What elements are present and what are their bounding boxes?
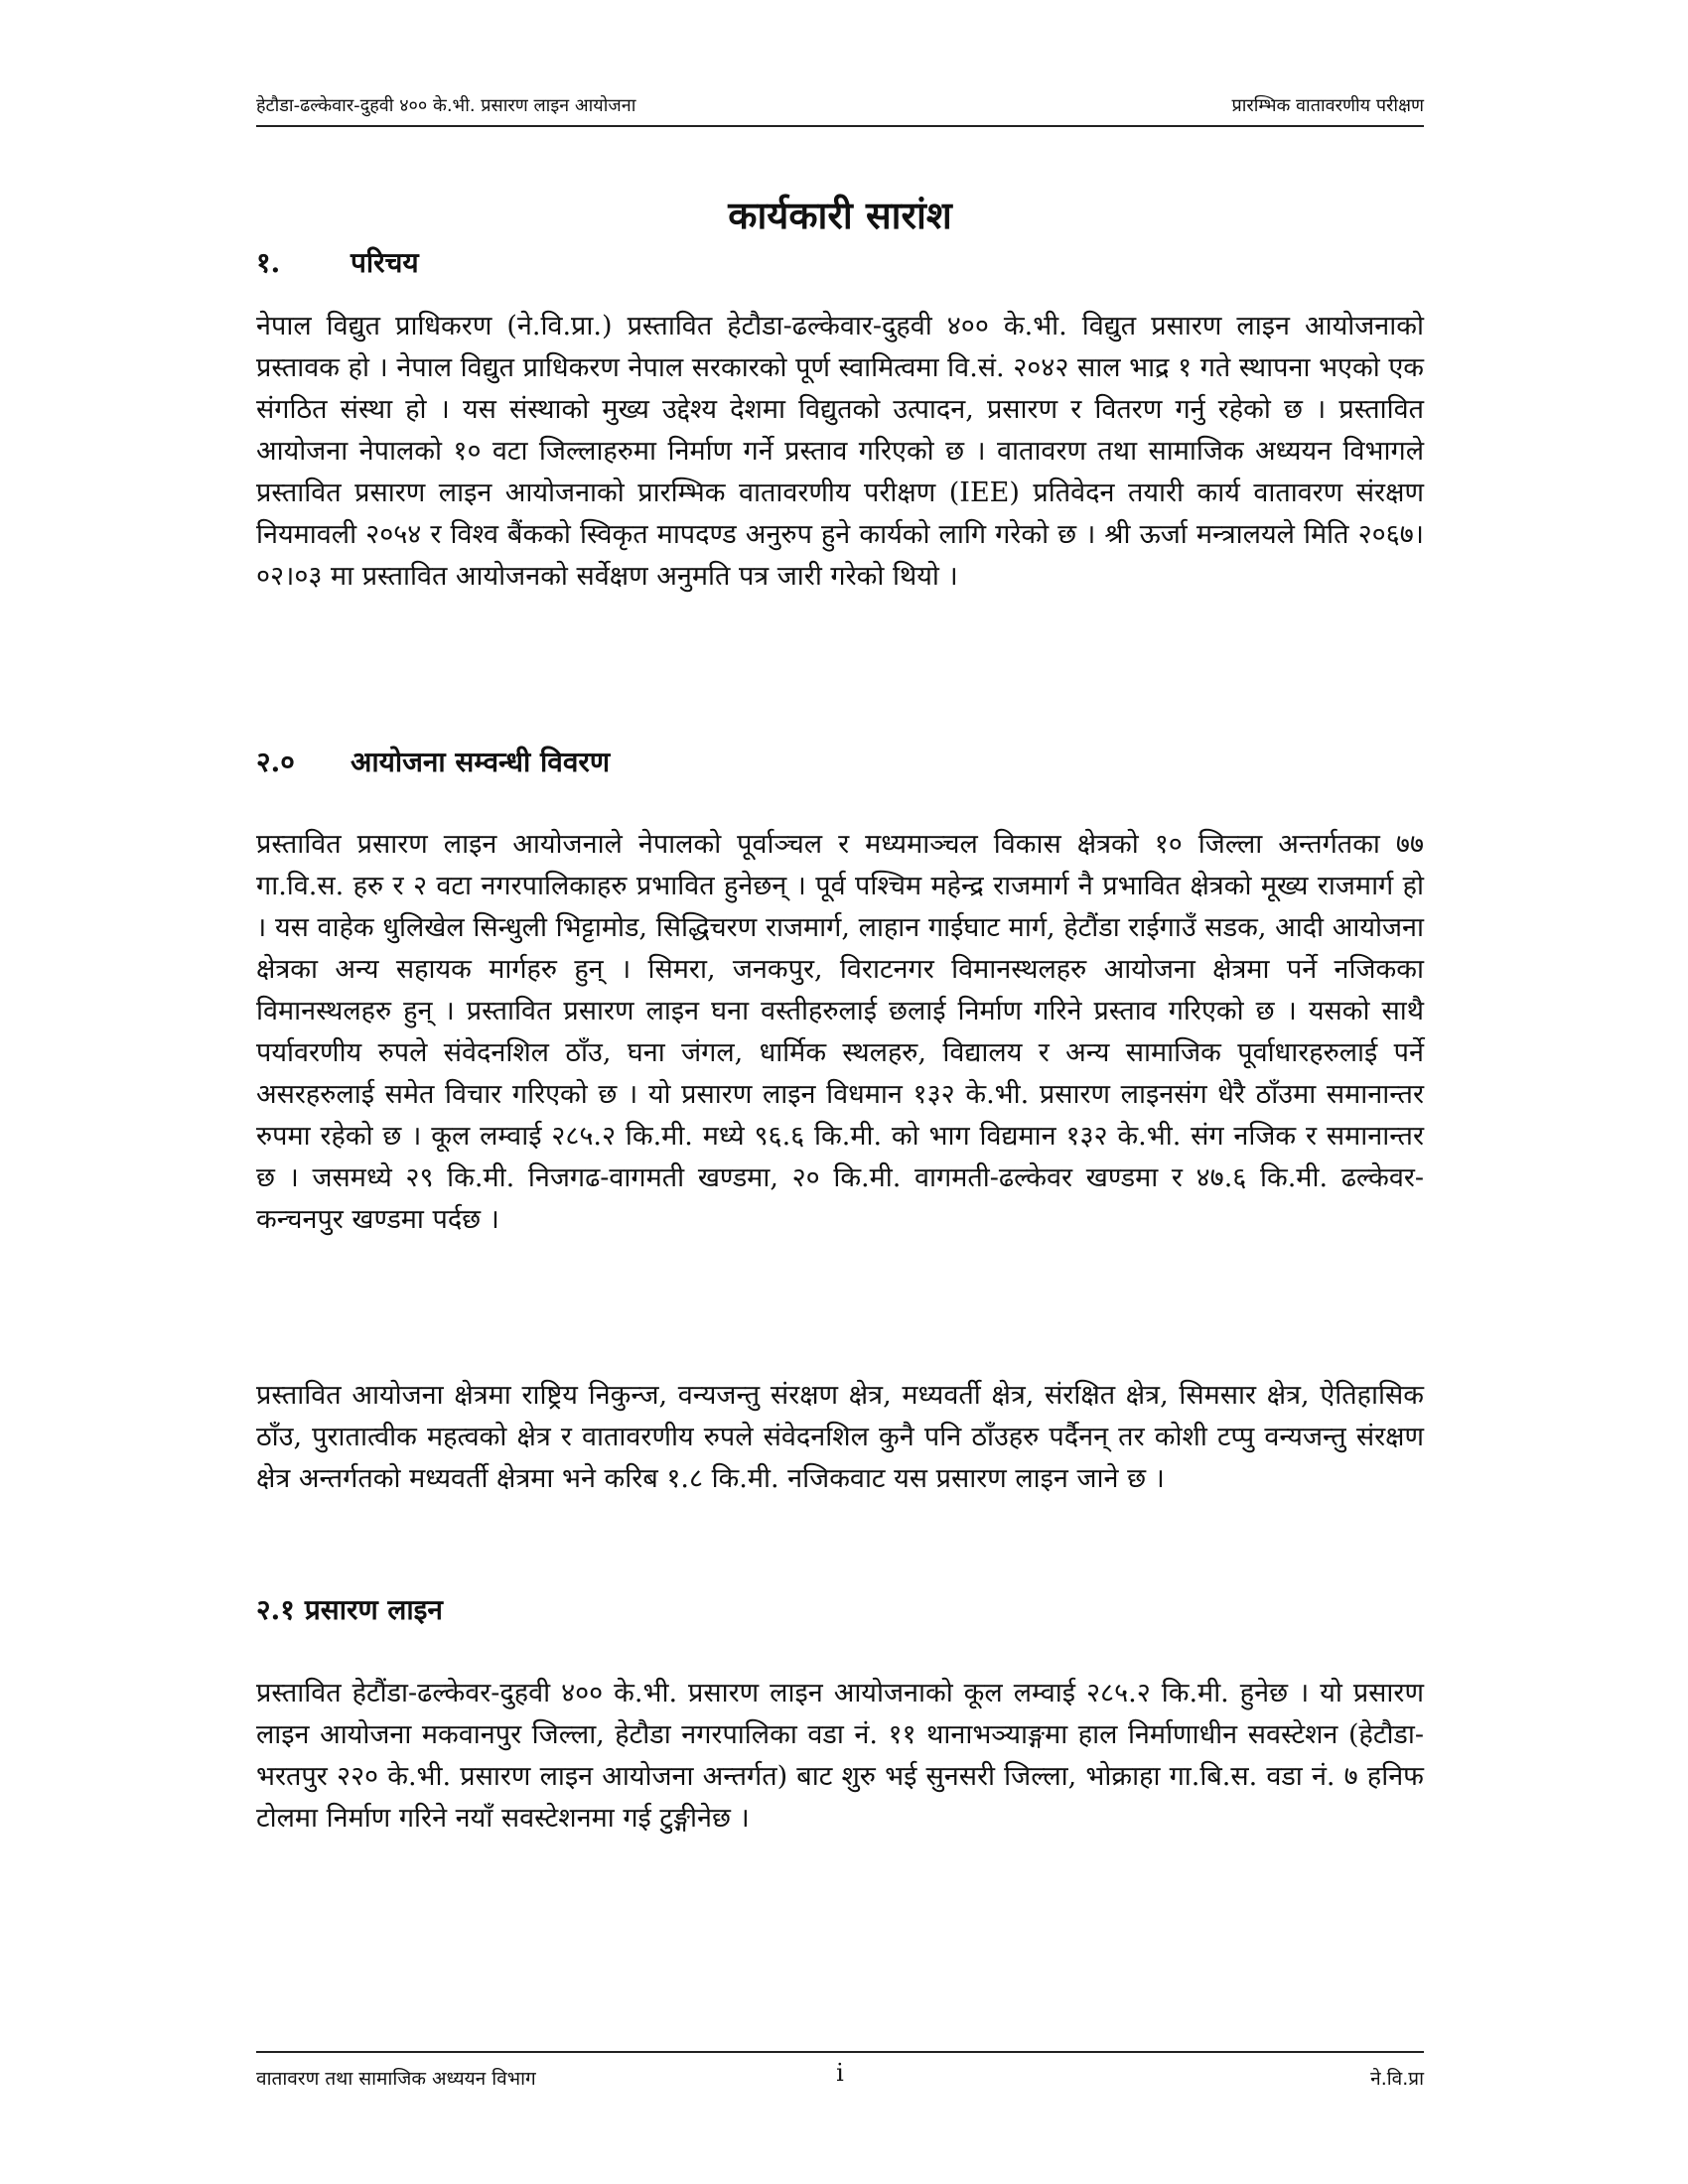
- section-number: २.१: [256, 1593, 295, 1626]
- section-heading-project-details: [256, 743, 610, 780]
- header-project-name: हेटौडा-ढल्केवार-दुहवी ४०० के.भी. प्रसारण लाइन आयोजना: [256, 95, 636, 116]
- page-footer: [256, 2051, 1424, 2093]
- paragraph: नेपाल विद्युत प्राधिकरण (ने.वि.प्रा.) प्रस्तावित हेटौडा-ढल्केवार-दुहवी ४०० के.भी. विद्युत प्रसारण लाइन आयोजनाको प्रस्तावक हो । नेपाल विद्युत प्राधिकरण नेपाल सरकारको पूर्ण स्वामित्वमा वि.सं. २०४२ साल भाद्र १ गते स्थापना भएको एक संगठित संस्था हो । यस संस्थाको मुख्य उद्देश्य देशमा विद्युतको उत्पादन, प्रसारण र वितरण गर्नु रहेको छ । प्रस्तावित आयोजना नेपालको १० वटा जिल्लाहरुमा निर्माण गर्ने प्रस्ताव गरिएको छ । वातावरण तथा सामाजिक अध्ययन विभागले प्रस्तावित प्रसारण लाइन आयोजनाको प्रारम्भिक वातावरणीय परीक्षण (IEE) प्रतिवेदन तयारी कार्य वातावरण संरक्षण नियमावली २०५४ र विश्व बैंकको स्विकृत मापदण्ड अनुरुप हुने कार्यको लागि गरेको छ । श्री ऊर्जा मन्त्रालयले मिति २०६७।०२।०३ मा प्रस्तावित आयोजनको सर्वेक्षण अनुमति पत्र जारी गरेको थियो ।: [256, 311, 1424, 592]
- footer-department: वातावरण तथा सामाजिक अध्ययन विभाग: [256, 2068, 536, 2090]
- paragraph: प्रस्तावित प्रसारण लाइन आयोजनाले नेपालको पूर्वाञ्चल र मध्यमाञ्चल विकास क्षेत्रको १० जिल्ला अन्तर्गतका ७७ गा.वि.स. हरु र २ वटा नगरपालिकाहरु प्रभावित हुनेछन् । पूर्व पश्चिम महेन्द्र राजमार्ग नै प्रभावित क्षेत्रको मूख्य राजमार्ग हो । यस वाहेक धुलिखेल सिन्धुली भिट्टामोड, सिद्धिचरण राजमार्ग, लाहान गाईघाट मार्ग, हेटौंडा राईगाउँ सडक, आदी आयोजना क्षेत्रका अन्य सहायक मार्गहरु हुन् । सिमरा, जनकपुर, विराटनगर विमानस्थलहरु आयोजना क्षेत्रमा पर्ने नजिकका विमानस्थलहरु हुन् । प्रस्तावित प्रसारण लाइन घना वस्तीहरुलाई छलाई निर्माण गरिने प्रस्ताव गरिएको छ । यसको साथै पर्यावरणीय रुपले संवेदनशिल ठाँउ, घना जंगल, धार्मिक स्थलहरु, विद्यालय र अन्य सामाजिक पूर्वाधारहरुलाई पर्ने असरहरुलाई समेत विचार गरिएको छ । यो प्रसारण लाइन विधमान १३२ के.भी. प्रसारण लाइनसंग धेरै ठाँउमा समानान्तर रुपमा रहेको छ । कूल लम्वाई २८५.२ कि.मी. मध्ये ९६.६ कि.मी. को भाग विद्यमान १३२ के.भी. संग नजिक र समानान्तर छ । जसमध्ये २९ कि.मी. निजगढ-वागमती खण्डमा, २० कि.मी. वागमती-ढल्केवर खण्डमा र ४७.६ कि.मी. ढल्केवर-कन्चनपुर खण्डमा पर्दछ ।: [256, 829, 1424, 1235]
- section-title: परिचय: [351, 246, 419, 279]
- section-heading-transmission-line: [256, 1590, 443, 1628]
- page-header: [256, 91, 1424, 127]
- section-title: प्रसारण लाइन: [304, 1593, 443, 1626]
- section-title: आयोजना सम्वन्धी विवरण: [351, 746, 611, 778]
- section-number: २.०: [256, 746, 295, 778]
- paragraph: प्रस्तावित हेटौंडा-ढल्केवर-दुहवी ४०० के.भी. प्रसारण लाइन आयोजनाको कूल लम्वाई २८५.२ कि.मी. हुनेछ । यो प्रसारण लाइन आयोजना मकवानपुर जिल्ला, हेटौडा नगरपालिका वडा नं. ११ थानाभञ्याङ्गमा हाल निर्माणाधीन सवस्टेशन (हेटौडा-भरतपुर २२० के.भी. प्रसारण लाइन आयोजना अन्तर्गत) बाट शुरु भई सुनसरी जिल्ला, भोक्राहा गा.बि.स. वडा नं. ७ हनिफ टोलमा निर्माण गरिने नयाँ सवस्टेशनमा गई टुङ्गीनेछ ।: [256, 1678, 1424, 1834]
- page-number: i: [836, 2059, 844, 2087]
- section-number: १.: [256, 246, 281, 279]
- header-report-type: प्रारम्भिक वातावरणीय परीक्षण: [1231, 95, 1424, 116]
- section-heading-introduction: [256, 243, 419, 281]
- document-title: कार्यकारी सारांश: [728, 193, 952, 237]
- paragraph: प्रस्तावित आयोजना क्षेत्रमा राष्ट्रिय निकुन्ज, वन्यजन्तु संरक्षण क्षेत्र, मध्यवर्ती क्षेत्र, संरक्षित क्षेत्र, सिमसार क्षेत्र, ऐतिहासिक ठाँउ, पुरातात्वीक महत्वको क्षेत्र र वातावरणीय रुपले संवेदनशिल कुनै पनि ठाँउहरु पर्दैनन् तर कोशी टप्पु वन्यजन्तु संरक्षण क्षेत्र अन्तर्गतको मध्यवर्ती क्षेत्रमा भने करिब १.८ कि.मी. नजिकवाट यस प्रसारण लाइन जाने छ ।: [256, 1380, 1424, 1494]
- footer-organization: ने.वि.प्रा: [1370, 2068, 1424, 2090]
